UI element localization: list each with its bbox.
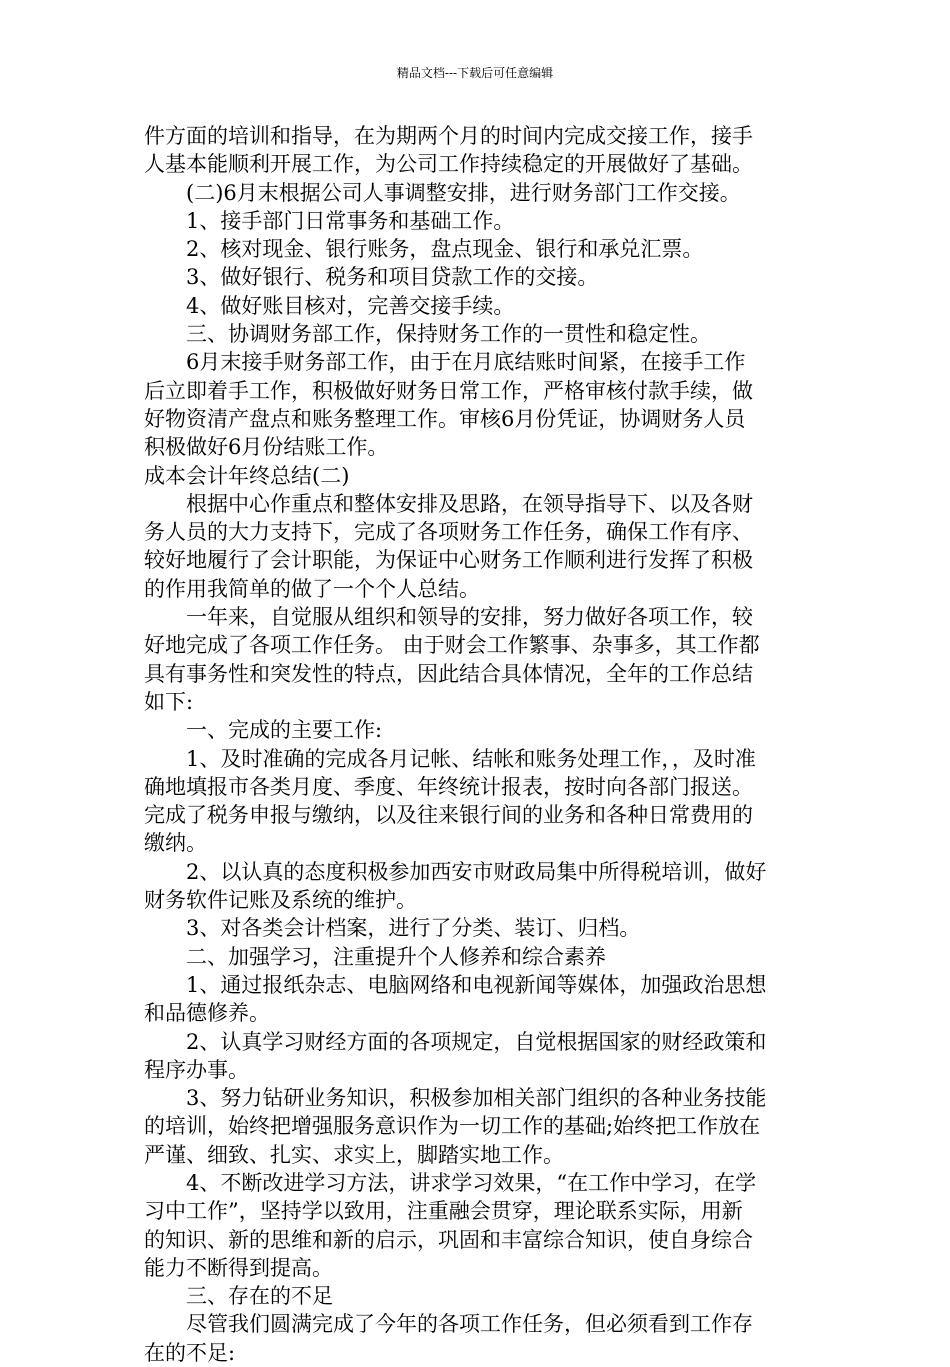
text-line: 1、通过报纸杂志、电脑网络和电视新闻等媒体，加强政治思想 [186, 972, 767, 997]
text-line: 件方面的培训和指导，在为期两个月的时间内完成交接工作，接手 [144, 124, 753, 148]
text-line: 习中工作”，坚持学以致用，注重融会贯穿，理论联系实际，用新 [144, 1199, 743, 1224]
text-line: 较好地履行了会计职能，为保证中心财务工作顺利进行发挥了积极 [144, 548, 753, 573]
text-line: 2、以认真的态度积极参加西安市财政局集中所得税培训，做好 [186, 859, 767, 884]
text-line: 后立即着手工作，积极做好财务日常工作，严格审核付款手续，做 [144, 378, 753, 403]
text-line: 6月末接手财务部工作，由于在月底结账时间紧，在接手工作 [186, 350, 746, 375]
text-line: 和品德修养。 [144, 1001, 270, 1026]
text-line: 2、认真学习财经方面的各项规定，自觉根据国家的财经政策和 [186, 1029, 767, 1054]
text-line: 人基本能顺利开展工作，为公司工作持续稳定的开展做好了基础。 [144, 152, 753, 177]
text-line: 3、努力钻研业务知识，积极参加相关部门组织的各种业务技能 [186, 1086, 767, 1111]
text-line: 4、做好账目核对，完善交接手续。 [186, 293, 515, 318]
text-line: 务人员的大力支持下，完成了各项财务工作任务，确保工作有序、 [144, 520, 753, 545]
text-line: 1、及时准确的完成各月记帐、结帐和账务处理工作，，及时准 [186, 746, 756, 771]
text-line: 一年来，自觉服从组织和领导的安排，努力做好各项工作，较 [186, 605, 753, 630]
text-line: 3、对各类会计档案，进行了分类、装订、归档。 [186, 916, 641, 941]
text-line: 1、接手部门日常事务和基础工作。 [186, 208, 515, 233]
text-line: 的知识、新的思维和新的启示，巩固和丰富综合知识，使自身综合 [144, 1227, 753, 1252]
text-line: 确地填报市各类月度、季度、年终统计报表，按时向各部门报送。 [144, 774, 753, 799]
page-header: 精品文档---下载后可任意编辑 [396, 66, 554, 80]
text-line: 程序办事。 [144, 1057, 249, 1082]
text-line: (二)6月末根据公司人事调整安排，进行财务部门工作交接。 [186, 180, 741, 205]
text-line: 财务软件记账及系统的维护。 [144, 888, 417, 913]
text-line: 二、加强学习，注重提升个人修养和综合素养 [186, 944, 606, 969]
text-line: 根据中心作重点和整体安排及思路，在领导指导下、以及各财 [186, 491, 753, 516]
text-line: 一、完成的主要工作: [186, 718, 383, 743]
text-line: 尽管我们圆满完成了今年的各项工作任务，但必须看到工作存 [186, 1312, 753, 1337]
text-line: 完成了税务申报与缴纳，以及往来银行间的业务和各种日常费用的 [144, 803, 753, 828]
text-line: 2、核对现金、银行账务，盘点现金、银行和承兑汇票。 [186, 237, 704, 262]
text-line: 三、存在的不足 [186, 1284, 333, 1309]
text-line: 在的不足: [144, 1340, 236, 1365]
text-line: 积极做好6月份结账工作。 [144, 435, 389, 460]
text-line: 严谨、细致、扎实、求实上，脚踏实地工作。 [144, 1142, 564, 1167]
text-line: 4、不断改进学习方法，讲求学习效果，“在工作中学习，在学 [186, 1170, 757, 1195]
text-line: 的作用我简单的做了一个个人总结。 [144, 576, 480, 601]
document-body [144, 122, 808, 1367]
text-line: 具有事务性和突发性的特点，因此结合具体情况，全年的工作总结 [144, 661, 753, 686]
text-line: 成本会计年终总结(二) [144, 463, 350, 488]
text-line: 能力不断得到提高。 [144, 1255, 333, 1280]
text-line: 缴纳。 [144, 831, 207, 856]
text-line: 好物资清产盘点和账务整理工作。审核6月份凭证，协调财务人员 [144, 406, 746, 431]
text-line: 好地完成了各项工作任务。 由于财会工作繁事、杂事多，其工作都 [144, 633, 760, 658]
text-line: 3、做好银行、税务和项目贷款工作的交接。 [186, 265, 599, 290]
text-line: 的培训，始终把增强服务意识作为一切工作的基础;始终把工作放在 [144, 1114, 761, 1139]
text-line: 如下: [144, 689, 194, 714]
text-line: 三、协调财务部工作，保持财务工作的一贯性和稳定性。 [186, 322, 711, 347]
